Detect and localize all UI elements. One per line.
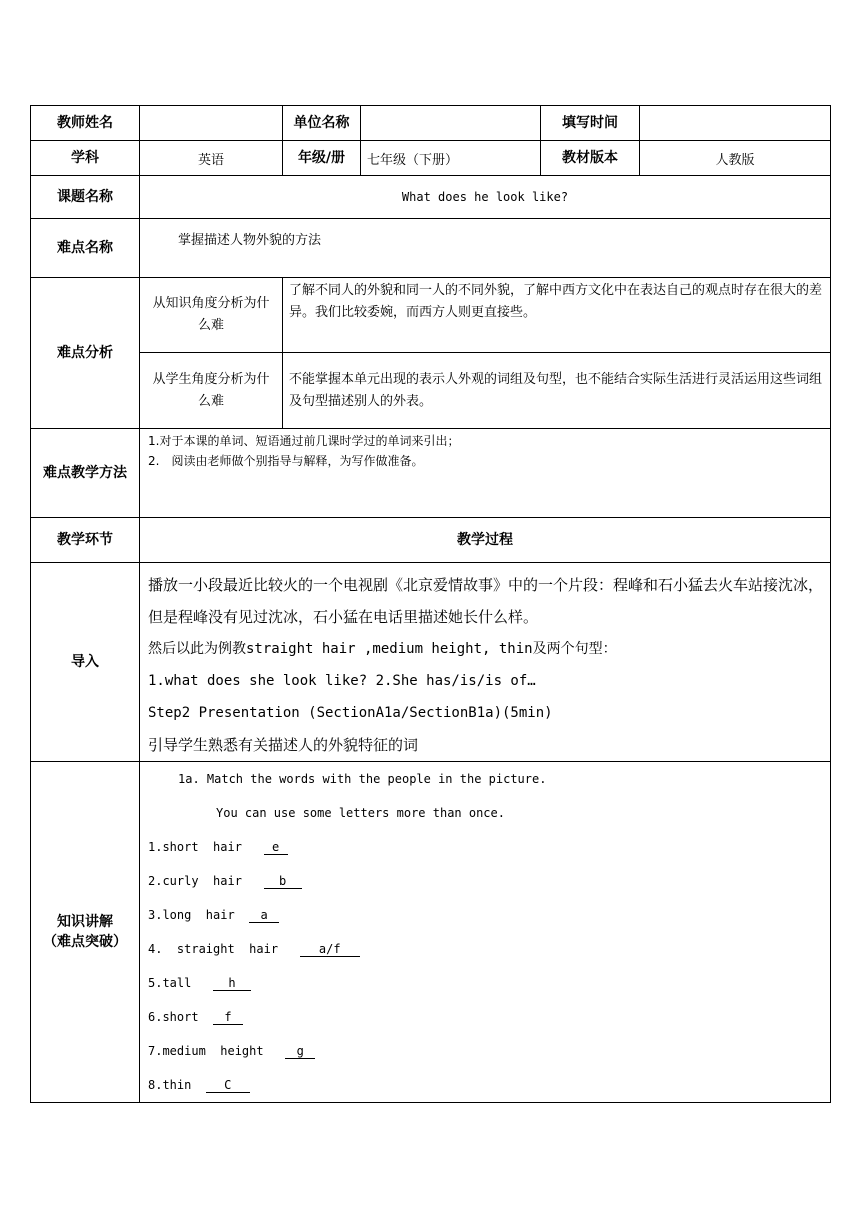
intro-content — [140, 563, 831, 762]
exercise-instruction-2: You can use some letters more than once. — [216, 806, 505, 820]
exercise-item: 2.curly hair b — [140, 864, 830, 898]
intro-label: 导入 — [31, 563, 140, 762]
time-value — [640, 106, 831, 141]
edition-value: 人教版 — [640, 141, 831, 176]
student-angle-text: 不能掌握本单元出现的表示人外观的词组及句型，也不能结合实际生活进行灵活运用这些词组及句型描述别人的外表。 — [283, 353, 831, 429]
answer-blank: h — [213, 976, 251, 991]
topic-value: What does he look like? — [140, 176, 831, 219]
intro-line-4: Step2 Presentation (SectionA1a/SectionB1a)(5min) — [148, 705, 553, 721]
intro-para-2: 然后以此为例教straight hair ,medium height, thin及两个句型： — [148, 641, 617, 657]
student-angle-label: 从学生角度分析为什么难 — [140, 353, 283, 429]
difficulty-value: 掌握描述人物外貌的方法 — [140, 219, 831, 278]
subject-value: 英语 — [140, 141, 283, 176]
method-line-1: 1.对于本课的单词、短语通过前几课时学过的单词来引出； — [148, 434, 460, 448]
method-row — [31, 429, 831, 518]
header-row-2 — [31, 141, 831, 176]
exercise-instruction-1: 1a. Match the words with the people in the picture. — [178, 772, 547, 786]
answer-blank: a/f — [300, 942, 360, 957]
time-label: 填写时间 — [541, 106, 640, 141]
knowledge-angle-label: 从知识角度分析为什么难 — [140, 278, 283, 353]
exercise-item: 5.tall h — [140, 966, 830, 1000]
answer-blank: g — [285, 1044, 315, 1059]
analysis-label: 难点分析 — [31, 278, 140, 429]
stage-label: 教学环节 — [31, 518, 140, 563]
method-label: 难点教学方法 — [31, 429, 140, 518]
subject-label: 学科 — [31, 141, 140, 176]
teacher-label: 教师姓名 — [31, 106, 140, 141]
answer-blank: a — [249, 908, 279, 923]
exercise-item: 7.medium height g — [140, 1034, 830, 1068]
intro-line-3: 1.what does she look like? 2.She has/is/is of… — [148, 673, 536, 689]
exercise-item: 4. straight hair a/f — [140, 932, 830, 966]
answer-blank: b — [264, 874, 302, 889]
answer-blank: e — [264, 840, 288, 855]
lesson-plan-table — [30, 105, 831, 1103]
method-content — [140, 429, 831, 518]
analysis-row-2 — [31, 353, 831, 429]
knowledge-angle-text: 了解不同人的外貌和同一人的不同外貌，了解中西方文化中在表达自己的观点时存在很大的差异。我们比较委婉，而西方人则更直接些。 — [283, 278, 831, 353]
answer-blank: f — [213, 1010, 243, 1025]
edition-label: 教材版本 — [541, 141, 640, 176]
grade-label: 年级/册 — [283, 141, 361, 176]
knowledge-label — [31, 762, 140, 1103]
method-line-2: 2. 阅读由老师做个别指导与解释，为写作做准备。 — [148, 454, 424, 468]
intro-line-5: 引导学生熟悉有关描述人的外貌特征的词 — [148, 736, 419, 754]
exercise-item: 8.thin C — [140, 1068, 830, 1102]
knowledge-content — [140, 762, 831, 1103]
process-header-row — [31, 518, 831, 563]
process-label: 教学过程 — [140, 518, 831, 563]
knowledge-row — [31, 762, 831, 1103]
difficulty-row — [31, 219, 831, 278]
teacher-value — [140, 106, 283, 141]
exercise-item: 6.short f — [140, 1000, 830, 1034]
unit-value — [361, 106, 541, 141]
difficulty-name-label: 难点名称 — [31, 219, 140, 278]
intro-row — [31, 563, 831, 762]
topic-label: 课题名称 — [31, 176, 140, 219]
exercise-item: 3.long hair a — [140, 898, 830, 932]
header-row-1 — [31, 106, 831, 141]
knowledge-label-line-1: 知识讲解 — [57, 914, 113, 930]
grade-value: 七年级（下册） — [361, 141, 541, 176]
unit-label: 单位名称 — [283, 106, 361, 141]
intro-para-1: 播放一小段最近比较火的一个电视剧《北京爱情故事》中的一个片段：程峰和石小猛去火车站接沈冰，但是程峰没有见过沈冰，石小猛在电话里描述她长什么样。 — [148, 576, 824, 626]
exercise-item: 1.short hair e — [140, 830, 830, 864]
answer-blank: C — [206, 1078, 250, 1093]
knowledge-label-line-2: （难点突破） — [43, 934, 127, 950]
analysis-row-1 — [31, 278, 831, 353]
topic-row — [31, 176, 831, 219]
